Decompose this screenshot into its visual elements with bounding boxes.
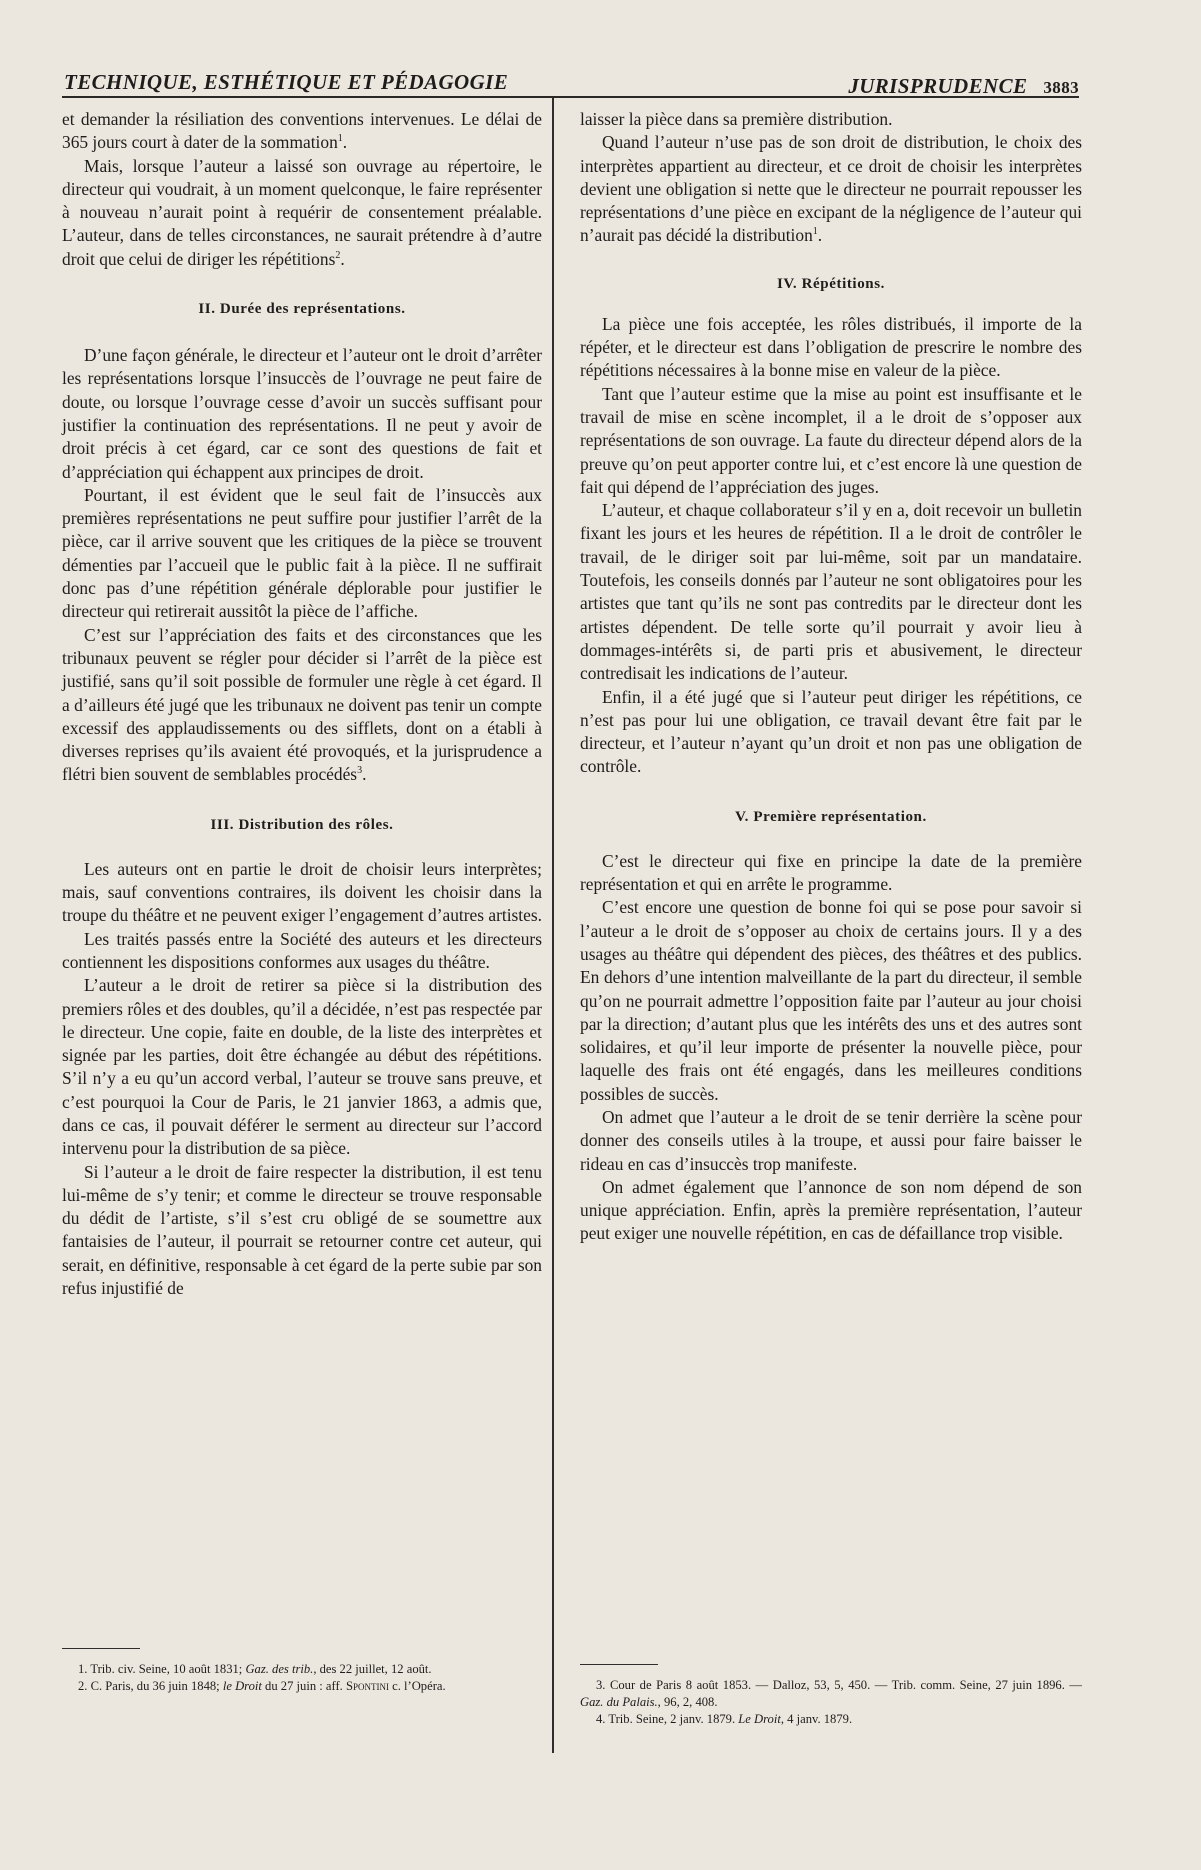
paragraph-text: Mais, lorsque l’auteur a laissé son ouvrage au répertoire, le directeur qui voudrait, à un moment quelconque, le faire représenter à nouveau n’aurait point à requérir de consentement préalable. L’auteur, dans de telles circonstances, ne saurait prétendre à d’autre droit que celui de diriger les répétitions — [62, 155, 542, 269]
left-column — [62, 108, 542, 1300]
footnote-text: 4. Trib. Seine, 2 janv. 1879. — [596, 1712, 739, 1726]
footnote-text: du 27 juin : aff. — [261, 1679, 346, 1693]
section-heading: IV. Répétitions. — [776, 275, 886, 292]
paragraph: Les traités passés entre la Société des auteurs et les directeurs contiennent les dispositions conformes aux usages du théâtre. — [62, 928, 542, 972]
right-column — [580, 108, 1082, 1246]
paragraph: Mais, lorsque l’auteur a laissé son ouvrage au répertoire, le directeur qui voudrait, à un moment quelconque, le faire représenter à nouveau n’aurait point à requérir de consentement préalable. L’auteur, dans de telles circonstances, ne saurait prétendre à d’autre droit que celui de diriger les répétitions$^2$. — [62, 155, 542, 269]
footnote-ref: 3 — [357, 765, 363, 777]
header-right — [848, 74, 1079, 99]
section-heading: II. Durée des représentations. — [198, 301, 406, 318]
footnote-rule — [62, 1648, 140, 1649]
paragraph: Tant que l’auteur estime que la mise au point est insuffisante et le travail de mise en scène incomplet, il a le droit de s’opposer aux représentations de son ouvrage. La faute du directeur dépend alors de la preuve qu’on peut apporter contre lui, et c’est encore là une question de fait qui dépend de l’appréciation des juges. — [580, 383, 1082, 497]
footnote-text: c. l’Opéra. — [388, 1679, 446, 1693]
paragraph: L’auteur, et chaque collaborateur s’il y en a, doit recevoir un bulletin fixant les jours et les heures de répétition. Il a le droit de contrôler le travail, de le diriger soit par lui-même, soit par un mandataire. Toutefois, les conseils donnés par l’auteur ne sont obligatoires pour les artistes que tant qu’ils ne sont pas contredits par le directeur dont les artistes dépendent. De telle sorte qu’il pourrait y avoir lieu à dommages-intérêts si, de parti pris et abusivement, le directeur contredisait les indications de l’auteur. — [580, 500, 1082, 684]
paragraph: L’auteur a le droit de retirer sa pièce si la distribution des premiers rôles et des doubles, qu’il a décidée, n’est pas respectée par le directeur. Une copie, faite en double, de la liste des interprètes et signée par les parties, doit être échangée au début des répétitions. S’il n’y a eu qu’un accord verbal, l’auteur se trouve sans preuve, et c’est pourquoi la Cour de Paris, le 21 janvier 1863, a admis que, dans ce cas, il pouvait déférer le serment au directeur sur l’accord intervenu pour la distribution de sa pièce. — [62, 975, 542, 1159]
paragraph: Si l’auteur a le droit de faire respecter la distribution, il est tenu lui-même de s’y tenir; et comme le directeur se trouve responsable du dédit de l’artiste, s’il s’est cru obligé de se soumettre aux fantaisies de l’auteur, il pourrait se retourner contre cet auteur, qui serait, en définitive, responsable à cet égard de la perte subie par son refus injustifié de — [62, 1161, 542, 1299]
paragraph: Les auteurs ont en partie le droit de choisir leurs interprètes; mais, sauf conventions contraires, ils doivent les choisir dans la troupe du théâtre et ne peuvent exiger l’engagement d’autres artistes. — [62, 858, 542, 926]
footnote-ref: 1 — [812, 226, 818, 238]
header-left-title: TECHNIQUE, ESTHÉTIQUE ET PÉDAGOGIE — [64, 70, 509, 94]
column-divider — [552, 98, 554, 1753]
paragraph: La pièce une fois acceptée, les rôles distribués, il importe de la répéter, et le directeur est dans l’obligation de prescrire le nombre des répétitions nécessaires à la bonne mise en valeur de la pièce. — [580, 313, 1082, 381]
running-header — [62, 66, 1079, 98]
paragraph: C’est sur l’appréciation des faits et des circonstances que les tribunaux peuvent se régler pour décider si l’arrêt de la pièce est justifié, sans qu’il soit possible de formuler une règle à cet égard. Il a d’ailleurs été jugé que les tribunaux ne doivent pas tenir un compte excessif des applaudissements ou des sifflets, dont on a établi à diverses reprises qu’ils avaient été provoqués, et la jurisprudence a flétri bien souvent de semblables procédés$^3$. — [62, 624, 542, 785]
header-right-title: JURISPRUDENCE — [848, 74, 1028, 98]
footnote — [62, 1661, 542, 1678]
paragraph: C’est encore une question de bonne foi qui se pose pour savoir si l’auteur a le droit de s’opposer au choix de certains jours. Il y a des usages au théâtre qui dépendent des pièces, des théâtres et des publics. En dehors d’une intention malveillante de la part du directeur, il semble qu’on ne pourrait admettre l’opposition faite par l’auteur au jour choisi par la direction; d’autant plus que les intérêts des uns et des autres sont solidaires, et qu’il leur importe de présenter la nouvelle pièce, pour laquelle des frais ont été engagés, dans les meilleures conditions possibles de succès. — [580, 897, 1082, 1104]
footnote-rule — [580, 1664, 658, 1665]
paragraph: Enfin, il a été jugé que si l’auteur peut diriger les répétitions, ce n’est pas pour lui une obligation, ce travail devant être fait par le directeur, et l’auteur n’ayant qu’un droit et non pas une obligation de contrôle. — [580, 686, 1082, 777]
section-heading: V. Première représentation. — [735, 808, 927, 825]
footnote — [580, 1711, 1082, 1728]
footnote-text: , 4 janv. 1879. — [780, 1712, 853, 1726]
right-footnotes — [580, 1664, 1082, 1728]
paragraph: Quand l’auteur n’use pas de son droit de distribution, le choix des interprètes appartient au directeur, et ce droit de choisir les interprètes devient une obligation si nette que le directeur ne pourrait repousser les représentations d’une pièce en excipant de la négligence de l’auteur qui n’aurait pas décidé la distribution$^1$. — [580, 132, 1082, 246]
footnote-ref: 2 — [335, 249, 341, 261]
footnote-text: , des 22 juillet, 12 août. — [313, 1662, 432, 1676]
footnote-text: 3. Cour de Paris 8 août 1853. — Dalloz, 53, 5, 450. — Trib. comm. Seine, 27 juin 1896. — — [596, 1678, 1082, 1692]
left-footnotes — [62, 1648, 542, 1695]
paragraph: et demander la résiliation des conventions intervenues. Le délai de 365 jours court à dater de la sommation$^1$. — [62, 109, 542, 153]
page-number: 3883 — [1043, 78, 1079, 97]
paragraph: C’est le directeur qui fixe en principe la date de la première représentation et qui en arrête le programme. — [580, 850, 1082, 895]
section-heading: III. Distribution des rôles. — [210, 816, 394, 833]
paragraph-text: Quand l’auteur n’use pas de son droit de distribution, le choix des interprètes appartient au directeur, et ce droit de choisir les interprètes devient une obligation si nette que le directeur ne pourrait repousser les représentations d’une pièce en excipant de la négligence de l’auteur qui n’aurait pas décidé la distribution — [580, 132, 1082, 246]
footnote-citation: Gaz. du Palais. — [580, 1695, 658, 1709]
footnote-party: Spontini — [345, 1679, 389, 1693]
footnote-ref: 1 — [337, 133, 343, 145]
footnote-citation: Le Droit — [738, 1712, 781, 1726]
footnote — [580, 1677, 1082, 1711]
paragraph: laisser la pièce dans sa première distribution. — [580, 109, 893, 129]
footnote-text: 1. Trib. civ. Seine, 10 août 1831; — [78, 1662, 246, 1676]
paragraph: On admet également que l’annonce de son nom dépend de son unique appréciation. Enfin, après la première représentation, l’auteur peut exiger une nouvelle répétition, en cas de défaillance trop visible. — [580, 1176, 1082, 1244]
footnote-citation: le Droit — [222, 1679, 262, 1693]
paragraph-text: et demander la résiliation des conventions intervenues. Le délai de 365 jours court à dater de la sommation — [62, 109, 542, 153]
footnote-citation: Gaz. des trib. — [245, 1662, 314, 1676]
paragraph: On admet que l’auteur a le droit de se tenir derrière la scène pour donner des conseils utiles à la troupe, et aussi pour faire baisser le rideau en cas d’insuccès trop manifeste. — [580, 1106, 1082, 1174]
paragraph-text: C’est sur l’appréciation des faits et des circonstances que les tribunaux peuvent se régler pour décider si l’arrêt de la pièce est justifié, sans qu’il soit possible de formuler une règle à cet égard. Il a d’ailleurs été jugé que les tribunaux ne doivent pas tenir un compte excessif des applaudissements ou des sifflets, dont on a établi à diverses reprises qu’ils avaient été provoqués, et la jurisprudence a flétri bien souvent de semblables procédés — [62, 624, 542, 785]
paragraph: Pourtant, il est évident que le seul fait de l’insuccès aux premières représentations ne peut suffire pour justifier l’arrêt de la pièce, car il arrive souvent que les critiques de la pièce se trouvent démenties par l’accueil que le public fait à la pièce. Il ne suffirait donc pas d’une répétition générale déplorable pour justifier le directeur qui retirerait aussitôt la pièce de l’affiche. — [62, 484, 542, 622]
footnote-text: , 96, 2, 408. — [657, 1695, 718, 1709]
footnote-text: 2. C. Paris, du 36 juin 1848; — [78, 1679, 223, 1693]
paragraph: D’une façon générale, le directeur et l’auteur ont le droit d’arrêter les représentations lorsque l’insuccès de l’ouvrage ne peut faire de doute, ou lorsque l’ouvrage cesse d’avoir un succès suffisant pour justifier la continuation des représentations. Il ne peut y avoir de droit précis à cet égard, car ce sont des questions de fait et d’appréciation qui échappent aux principes de droit. — [62, 345, 542, 482]
footnote — [62, 1678, 542, 1695]
